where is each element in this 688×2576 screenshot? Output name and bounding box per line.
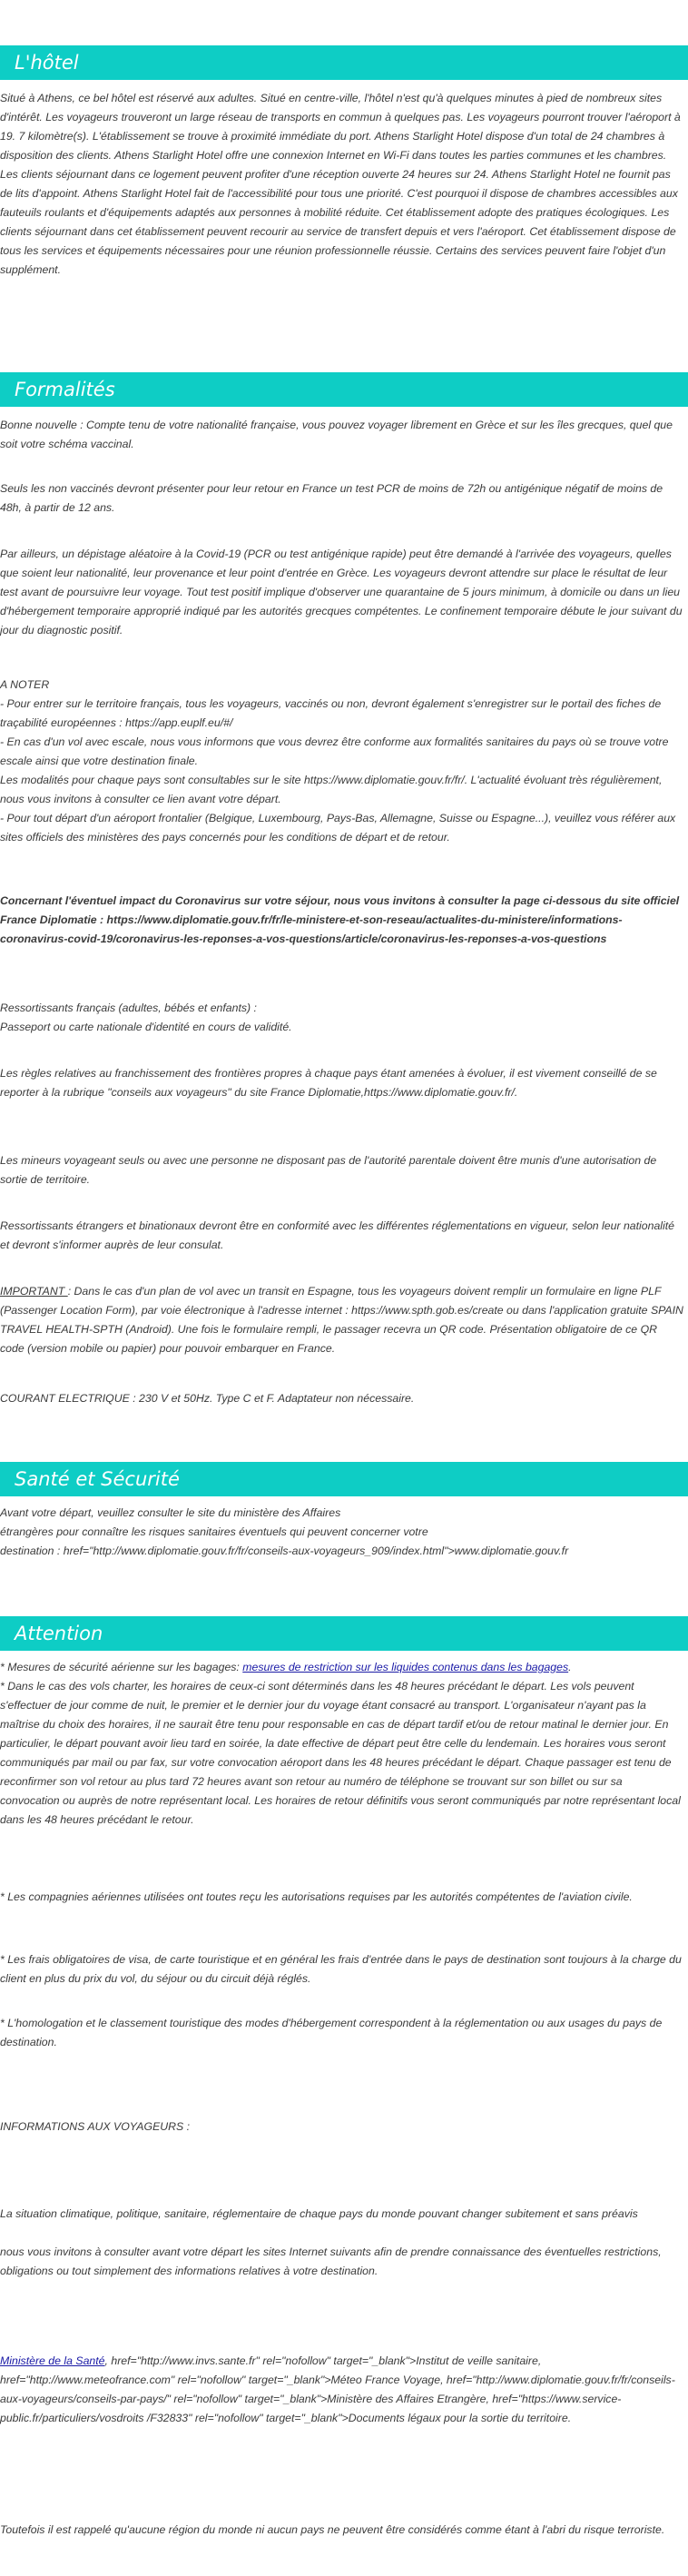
section-title-hotel: L'hôtel (0, 45, 688, 80)
bagages-suffix: . (568, 1661, 572, 1673)
ressortissants-doc: Passeport ou carte nationale d'identité en cours de validité. (0, 1021, 292, 1033)
homologation-notice: * L'homologation et le classement touristique des modes d'hébergement correspondent à la réglementation ou aux usages du pays de destination. (0, 2017, 663, 2048)
bagages-prefix: * Mesures de sécurité aérienne sur les bagages: (0, 1661, 243, 1673)
section-formalites (0, 372, 688, 407)
bagages-notice (0, 1658, 684, 1677)
important-text: : Dans le cas d'un plan de vol avec un transit en Espagne, tous les voyageurs doivent remplir un formulaire en ligne PLF (Passenger Location Form), par voie électronique à l'adresse internet : https://www.spth.gob.es/create ou dans l'application gratuite SPAIN TRAVEL HEALTH-SPTH (Android). Une fois le formulaire rempli, le passager recevra un QR code. Présentation obligatoire de ce QR code (version mobile ou papier) pour pouvoir embarquer en France. (0, 1285, 683, 1355)
note-item-2: - En cas d'un vol avec escale, nous vous informons que vous devrez être conforme aux formalités sanitaires du pays où se trouve votre escale ainsi que votre destination finale. (0, 735, 669, 767)
formalites-p3: Par ailleurs, un dépistage aléatoire à la Covid-19 (PCR ou test antigénique rapide) peut être demandé à l'arrivée des voyageurs, quelles que soient leur nationalité, leur provenance et leur point d'entrée en Grèce. Les voyageurs devront attendre sur place le résultat de leur test avant de poursuivre leur voyage. Tout test positif implique d'observer une quarantaine de 5 jours minimum, à domicile ou dans un lieu d'hébergement temporaire approprié indiqué par les autorités grecques compétentes. Le confinement temporaire débute le jour suivant du jour du diagnostic positif. (0, 548, 683, 637)
sante-line-2: étrangères pour connaître les risques sanitaires éventuels qui peuvent concerner votre (0, 1525, 428, 1538)
important-notice (0, 1282, 684, 1358)
bagages-restriction-link[interactable]: mesures de restriction sur les liquides contenus dans les bagages (242, 1661, 569, 1673)
formalites-p2: Seuls les non vaccinés devront présenter pour leur retour en France un test PCR de moins de 72h ou antigénique négatif de moins de 48h, à partir de 12 ans. (0, 482, 663, 514)
note-item-4: - Pour tout départ d'un aéroport frontalier (Belgique, Luxembourg, Pays-Bas, Allemagne, Suisse ou Espagne...), veuillez vous référer aux sites officiels des ministères des pays concernés pour les conditions de départ et de retour. (0, 812, 676, 844)
courant-electrique: COURANT ELECTRIQUE : 230 V et 50Hz. Type C et F. Adaptateur non nécessaire. (0, 1392, 415, 1405)
climat-line-1: La situation climatique, politique, sanitaire, réglementaire de chaque pays du monde pouvant changer subitement et sans préavis (0, 2207, 638, 2220)
section-title-formalites: Formalités (0, 372, 688, 407)
climat-line-2: nous vous invitons à consulter avant votre départ les sites Internet suivants afin de prendre connaissance des éventuelles restrictions, obligations ou tout simplement des informations relatives à votre destination. (0, 2245, 662, 2277)
ministeres-links-rest: , href="http://www.invs.sante.fr" rel="nofollow" target="_blank">Institut de veille sanitaire, href="http://www.meteofrance.com" rel="nofollow" target="_blank">Méteo France Voyage, href="http://www.diplomatie.gouv.fr/fr/conseils-aux-voyageurs/conseils-par-pays/" rel="nofollow" target="_blank">Ministère des Affaires Etrangère, href="https://www.service-public.fr/particuliers/vosdroits /F32833" rel="nofollow" target="_blank">Documents légaux pour la sortie du territoire. (0, 2354, 675, 2424)
note-title: A NOTER (0, 678, 50, 691)
charter-notice: * Dans le cas des vols charter, les horaires de ceux-ci sont déterminés dans les 48 heures précédant le départ. Les vols peuvent s'effectuer de jour comme de nuit, le premier et le dernier jour du voyage étant consacré au transport. L'organisateur n'ayant pas la maîtrise du choix des horaires, il ne saurait être tenu pour responsable en cas de départ tardif et/ou de retour matinal le dernier jour. En particulier, le départ pouvant avoir lieu tard en soirée, la date effective de départ peut être celle du lendemain. Les horaires vous seront communiqués par mail ou par fax, sur votre convocation aéroport dans les 48 heures précédant le départ. Chaque passager est tenu de reconfirmer son vol retour au plus tard 72 heures avant son retour au numéro de téléphone se trouvant sur son billet ou sur sa convocation ou auprès de notre représentant local. Les horaires de retour définitifs vous seront communiqués par notre représentant local dans les 48 heures précédant le retour. (0, 1680, 681, 1826)
section-title-sante: Santé et Sécurité (0, 1462, 688, 1496)
sante-line-3: destination : href="http://www.diplomatie.gouv.fr/fr/conseils-aux-voyageurs_909/index.html">www.diplomatie.gouv.fr (0, 1545, 569, 1557)
hotel-description: Situé à Athens, ce bel hôtel est réservé aux adultes. Situé en centre-ville, l'hôtel n'est qu'à quelques minutes à pied de nombreux sites d'intérêt. Les voyageurs trouveront un large réseau de transports en commun à quelques pas. Les voyageurs pourront trouver l'aéroport à 19. 7 kilomètre(s). L'établissement se trouve à proximité immédiate du port. Athens Starlight Hotel dispose d'un total de 24 chambres à disposition des clients. Athens Starlight Hotel offre une connexion Internet en Wi-Fi dans toutes les parties communes et les chambres. Les clients séjournant dans ce logement peuvent profiter d'une réception ouverte 24 heures sur 24. Athens Starlight Hotel ne fournit pas de lits d'appoint. Athens Starlight Hotel fait de l'accessibilité pour tous une priorité. C'est pourquoi il dispose de chambres accessibles aux fauteuils roulants et d'équipements adaptés aux personnes à mobilité réduite. Cet établissement adopte des pratiques écologiques. Les clients séjournant dans cet établissement peuvent recourir au service de transfert depuis et vers l'aéroport. Cet établissement dispose de tous les services et équipements nécessaires pour une réunion professionnelle réussie. Certains des services peuvent faire l'objet d'un supplément. (0, 92, 681, 276)
regles-frontieres: Les règles relatives au franchissement des frontières propres à chaque pays étant amenées à évoluer, il est vivement conseillé de se reporter à la rubrique "conseils aux voyageurs" du site France Diplomatie,https://www.diplomatie.gouv.fr/. (0, 1067, 657, 1099)
note-item-3: Les modalités pour chaque pays sont consultables sur le site https://www.diplomatie.gouv.fr/fr/. L'actualité évoluant très régulièrement, nous vous invitons à consulter ce lien avant votre départ. (0, 774, 663, 805)
sante-line-1: Avant votre départ, veuillez consulter le site du ministère des Affaires (0, 1506, 341, 1519)
compagnies-notice: * Les compagnies aériennes utilisées ont toutes reçu les autorisations requises par les autorités compétentes de l'aviation civile. (0, 1890, 633, 1903)
note-item-1: - Pour entrer sur le territoire français, tous les voyageurs, vaccinés ou non, devront également s'enregistrer sur le portail des fiches de traçabilité européennes : https://app.euplf.eu/#/ (0, 697, 662, 729)
mineurs: Les mineurs voyageant seuls ou avec une personne ne disposant pas de l'autorité parentale doivent être munis d'une autorisation de sortie de territoire. (0, 1154, 657, 1186)
section-sante (0, 1462, 688, 1496)
formalites-p1: Bonne nouvelle : Compte tenu de votre nationalité française, vous pouvez voyager librement en Grèce et sur les îles grecques, quel que soit votre schéma vaccinal. (0, 419, 673, 450)
frais-notice: * Les frais obligatoires de visa, de carte touristique et en général les frais d'entrée dans le pays de destination sont toujours à la charge du client en plus du prix du vol, du séjour ou du circuit déjà réglés. (0, 1953, 682, 1985)
covid-notice: Concernant l'éventuel impact du Coronavirus sur votre séjour, nous vous invitons à consulter la page ci-dessous du site officiel France Diplomatie : https://www.diplomatie.gouv.fr/fr/le-ministere-et-son-reseau/actualites-du-ministere/informations-coronavirus-covid-19/coronavirus-les-reponses-a-vos-questions/article/coronavirus-les-reponses-a-vos-questions (0, 894, 680, 945)
section-attention (0, 1616, 688, 1651)
important-label: IMPORTANT (0, 1285, 68, 1298)
section-title-attention: Attention (0, 1616, 688, 1651)
ministere-sante-link[interactable]: Ministère de la Santé (0, 2354, 105, 2367)
terror-notice: Toutefois il est rappelé qu'aucune région du monde ni aucun pays ne peuvent être considérés comme étant à l'abri du risque terroriste. (0, 2523, 665, 2536)
ministeres-links (0, 2352, 684, 2428)
section-hotel (0, 45, 688, 276)
ressortissants-title: Ressortissants français (adultes, bébés et enfants) : (0, 1002, 257, 1014)
ressortissants-etrangers: Ressortissants étrangers et binationaux devront être en conformité avec les différentes réglementations en vigueur, selon leur nationalité et devront s'informer auprès de leur consulat. (0, 1219, 675, 1251)
infos-voyageurs-title: INFORMATIONS AUX VOYAGEURS : (0, 2120, 191, 2133)
